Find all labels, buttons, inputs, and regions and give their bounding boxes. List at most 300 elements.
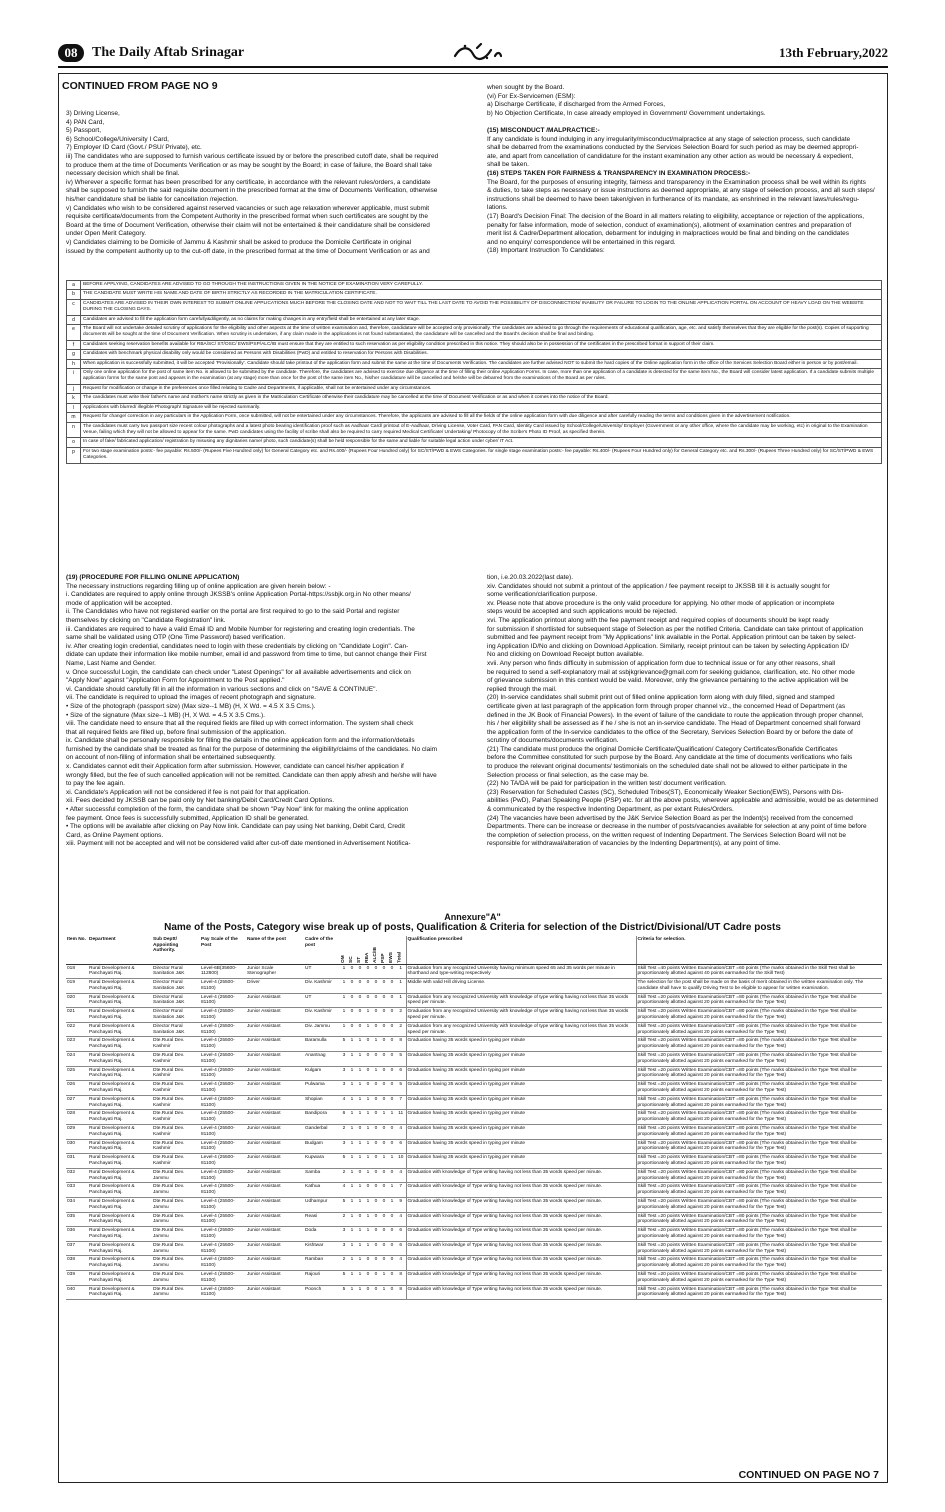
table-cell: 0 <box>348 993 356 1008</box>
table-cell: Rural Development & Panchayati Raj. <box>88 1198 152 1213</box>
table-cell: Rural Development & Panchayati Raj. <box>88 1095 152 1110</box>
table-cell: 8 <box>396 1037 406 1052</box>
text-line: before the Committee constituted for such purpose by the Board. Any candidate at the time of documents verifications who fails <box>487 754 853 762</box>
table-cell: 0 <box>388 1022 396 1037</box>
table-cell: 0 <box>372 964 380 979</box>
instruction-key: l <box>67 403 81 412</box>
table-cell: Skill Test =20 points Written Examination/CBT =80 points (The marks obtained in the Type Test shall be proportionately allotted against 20 points earmarked for the Type Test) <box>636 1037 882 1052</box>
instruction-row <box>67 413 882 422</box>
text-line: Board at the time of Document Verification, otherwise their claim will not be entertained & their candidature shall be considered <box>66 221 430 229</box>
table-cell: 2 <box>340 1256 348 1271</box>
table-cell: Level-4 (25500-81100) <box>200 1066 246 1081</box>
table-cell: 0 <box>364 1081 372 1096</box>
table-cell: Level-4 (25500-81100) <box>200 1008 246 1023</box>
text-line: The Board, for the purposes of ensuring integrity, fairness and transparency in the Examination process shall be well within its rights <box>487 178 866 186</box>
text-line: to produce them at the time of Documents Verification or as may be sought by the Board; in case of failure, the Board shall take <box>66 161 433 169</box>
instruction-text: For two stage examination posts:- fee payable: Rs.500/- (Rupees Five Hundred only) for General Category etc. and Rs.400/- (Rupees Four Hundred only) for SC/ST/PWD & EWS Categories. for single stage examination posts:- fee payable: Rs.400/- (Rupees Four Hundred only) for General Category etc. and Rs.300/- (Rupees Three Hundred only) for SC/ST/PWD & EWS Categories. <box>81 447 882 463</box>
table-cell: 1 <box>364 1212 372 1227</box>
table-cell: 019 <box>66 979 88 994</box>
table-cell: 1 <box>364 1125 372 1140</box>
table-cell: Skill Test =20 points Written Examination/CBT =80 points (The marks obtained in the Type Test shall be proportionately allotted against 20 points earmarked for the Type Test) <box>636 1008 882 1023</box>
instruction-key: j <box>67 384 81 393</box>
text-line: v) Candidates claiming to be Domicile of Jammu & Kashmir shall be asked to produce the Domicile Certificate in original <box>66 238 412 246</box>
text-line: fee payment. Once fees is successfully submitted, Application ID shall be generated. <box>66 814 309 822</box>
text-line: penalty for false information, mode of selection, conduct of examination(s), allotment of examination centres and preparation of <box>487 221 852 229</box>
text-line: Name, Last Name and Gender. <box>66 659 156 667</box>
table-cell: 1 <box>356 1052 364 1067</box>
table-cell: Level-4 (25500-81100) <box>200 1095 246 1110</box>
instruction-key: n <box>67 422 81 438</box>
annexure-header-row <box>66 936 882 964</box>
table-cell: 0 <box>388 1125 396 1140</box>
table-cell: 0 <box>388 1037 396 1052</box>
paper-name: The Daily Aftab Srinagar <box>92 45 245 60</box>
text-line: scrutiny of documents/documents verification. <box>487 737 619 745</box>
table-cell: Level-4 (25500-81100) <box>200 979 246 994</box>
table-cell: Skill Test =20 points Written Examination/CBT =80 points (The marks obtained in the Type Test shall be proportionately allotted against 20 points earmarked for the Type Test) <box>636 1241 882 1256</box>
table-cell: 1 <box>340 1022 348 1037</box>
instruction-text: Candidates are advised to fill the application form carefully&diligently, as no claims for making changes in any entry/field shall be entertained at any later stage. <box>81 315 882 324</box>
table-cell: 3 <box>340 1241 348 1256</box>
table-cell: 0 <box>388 1241 396 1256</box>
table-cell: 9 <box>396 1198 406 1213</box>
table-cell: Skill Test =20 points Written Examination/CBT =80 points (The marks obtained in the Type Test shall be proportionately allotted against 20 points earmarked for the Type Test) <box>636 1168 882 1183</box>
column-header: ST <box>356 936 364 964</box>
text-line: mode of application will be accepted. <box>66 599 173 607</box>
table-cell: Junior Assistant <box>246 1095 304 1110</box>
table-cell: 023 <box>66 1037 88 1052</box>
text-line: • After successful completion of the form, the candidate shall be shown "Pay Now" link for making the online application <box>66 806 409 814</box>
text-line: when sought by the Board. <box>487 84 565 91</box>
instruction-text: THE CANDIDATE MUST WRITE HIS NAME AND DATE OF BIRTH STRICTLY AS RECORDED IN THE MATRICULATION CERTIFICATE. <box>81 290 882 299</box>
table-cell: 0 <box>380 1198 388 1213</box>
table-cell: Rural Development & Panchayati Raj. <box>88 1139 152 1154</box>
table-cell: 0 <box>380 993 388 1008</box>
text-line: the application form of the In-service candidates to the office of the Secretary, Services Selection Board by or before the date of <box>487 728 853 736</box>
text-line: defined in the JK Book of Financial Powers). In the event of failure of the candidate to route the application through proper channel, <box>487 711 864 719</box>
text-line: 7) Employer ID Card (Govt./ PSU/ Private), etc. <box>66 144 202 152</box>
table-cell: 0 <box>356 1168 364 1183</box>
table-cell: 1 <box>388 1183 396 1198</box>
table-cell: 0 <box>380 1212 388 1227</box>
table-cell: 1 <box>356 1198 364 1213</box>
table-cell: Udhampur <box>304 1198 340 1213</box>
text-line: • Size of the signature (Max size--1 MB) (H, X Wd. = 4.5 X 3.5 Cms.). <box>66 711 265 719</box>
table-cell: 0 <box>372 1022 380 1037</box>
table-cell: Rural Development & Panchayati Raj. <box>88 1037 152 1052</box>
annexure-heading: Annexure"A" <box>444 912 501 922</box>
table-cell: 026 <box>66 1081 88 1096</box>
table-cell: 025 <box>66 1066 88 1081</box>
table-cell: 0 <box>388 979 396 994</box>
text-line: 3) Driving License, <box>66 110 120 117</box>
table-cell: Dte.Rural Dev. Kashmir <box>152 1110 200 1125</box>
table-cell: 4 <box>396 1212 406 1227</box>
continued-on-label: CONTINUED ON PAGE NO 7 <box>738 1469 879 1481</box>
table-cell: Driver <box>246 979 304 994</box>
table-cell: 0 <box>388 1052 396 1067</box>
table-cell: Samba <box>304 1168 340 1183</box>
table-cell: 1 <box>396 993 406 1008</box>
table-cell: 0 <box>388 964 396 979</box>
table-cell: 4 <box>396 1125 406 1140</box>
text-line: ate, and apart from cancellation of candidature for the instant examination any other action as would be necessary & expedient, <box>487 152 854 160</box>
table-cell: Kulgam <box>304 1066 340 1081</box>
table-cell: Dte.Rural Dev. Jammu <box>152 1270 200 1285</box>
table-cell: Dte.Rural Dev. Jammu <box>152 1168 200 1183</box>
table-cell: 1 <box>364 1022 372 1037</box>
table-cell: Junior Assistant <box>246 1110 304 1125</box>
text-line: necessary decision which shall be final. <box>66 170 180 178</box>
table-cell: 0 <box>372 1139 380 1154</box>
table-cell: Skill Test =20 points Written Examination/CBT =80 points (The marks obtained in the Type Test shall be proportionately allotted against 20 points earmarked for the Type Test) <box>636 1154 882 1169</box>
table-row <box>66 1198 882 1213</box>
table-cell: Level-4 (25500-81100) <box>200 1052 246 1067</box>
table-cell: 1 <box>348 1139 356 1154</box>
text-line: & duties, to take steps as necessary or issue instructions as deemed appropriate, at any stage of selection process, and all such steps/ <box>487 187 875 195</box>
text-line: issued by the competent authority up to the cut-off date, in the prescribed format at the time of Document Verification or as and <box>66 247 430 255</box>
table-cell: 0 <box>388 1081 396 1096</box>
text-line: 5) Passport, <box>66 127 102 135</box>
text-line: tion, i.e.20.03.2022(last date). <box>487 574 574 581</box>
instruction-key: p <box>67 447 81 463</box>
table-cell: Middle with valid Hill driving License. <box>406 979 636 994</box>
table-cell: 11 <box>396 1110 406 1125</box>
table-cell: 022 <box>66 1022 88 1037</box>
table-cell: Rural Development & Panchayati Raj. <box>88 1008 152 1023</box>
table-cell: Graduation with knowledge of Type writing having not less than 35 words speed per minute. <box>406 1227 636 1242</box>
instruction-row <box>67 394 882 403</box>
top-left-column <box>66 110 476 270</box>
text-line: • The options will be available after clicking on Pay Now link. Candidate can pay using Net banking, Debit Card, Credit <box>66 823 405 831</box>
table-cell: Skill Test =20 points Written Examination/CBT =80 points (The marks obtained in the Type Test shall be proportionately allotted against 20 points earmarked for the Type Test) <box>636 993 882 1008</box>
table-cell: Rural Development & Panchayati Raj. <box>88 1256 152 1271</box>
column-header: ALC/IB <box>372 936 380 964</box>
table-cell: 1 <box>364 1168 372 1183</box>
text-line: abilities (PwD), Pahari Speaking People (PSP) etc. for all the above posts, wherever applicable and admissible, would be as determined <box>487 797 878 805</box>
table-cell: 0 <box>380 1095 388 1110</box>
table-cell: 1 <box>396 979 406 994</box>
table-cell: Div. Jammu <box>304 1022 340 1037</box>
instruction-row <box>67 403 882 412</box>
table-cell: Graduation having 35 words speed in typing per minute <box>406 1125 636 1140</box>
table-cell: 0 <box>372 1227 380 1242</box>
table-cell: 0 <box>356 1212 364 1227</box>
table-cell: 3 <box>340 1081 348 1096</box>
text-line: iii) The candidates who are supposed to furnish various certificate issued by or before the prescribed cutoff date, shall be required <box>66 152 439 160</box>
table-row <box>66 1256 882 1271</box>
table-cell: 033 <box>66 1183 88 1198</box>
table-cell: 0 <box>364 1183 372 1198</box>
table-cell: Dte.Rural Dev. Jammu <box>152 1198 200 1213</box>
text-line: iv) Wherever a specific format has been prescribed for any certificate, in accordance with the relevant rules/orders, a candidate <box>66 178 431 186</box>
table-cell: Level-4 (25500-81100) <box>200 1110 246 1125</box>
table-cell: 5 <box>340 1154 348 1169</box>
table-cell: 1 <box>348 1270 356 1285</box>
table-cell: 0 <box>364 964 372 979</box>
table-cell: Rural Development & Panchayati Raj. <box>88 1066 152 1081</box>
table-cell: Graduation from any recognized University with knowledge of type writing having not less than 35 words speed per minute. <box>406 1022 636 1037</box>
table-cell: Skill Test =20 points Written Examination/CBT =80 points (The marks obtained in the Type Test shall be proportionately allotted against 20 points earmarked for the Type Test) <box>636 1052 882 1067</box>
instruction-row <box>67 384 882 393</box>
table-cell: 3 <box>340 1052 348 1067</box>
table-cell: 040 <box>66 1285 88 1300</box>
table-cell: Ramban <box>304 1256 340 1271</box>
instruction-key: g <box>67 350 81 359</box>
text-line: Card, as Online Payment options. <box>66 831 164 839</box>
table-cell: 0 <box>372 1198 380 1213</box>
table-cell: Junior Assistant <box>246 1022 304 1037</box>
table-cell: 1 <box>356 1066 364 1081</box>
text-line: (17) Board's Decision Final: The decision of the Board in all matters relating to eligibility, acceptance or rejection of the applications, <box>487 212 865 220</box>
instruction-row <box>67 315 882 324</box>
continued-from-label: CONTINUED FROM PAGE NO 9 <box>62 80 218 92</box>
instruction-key: m <box>67 413 81 422</box>
table-cell: 4 <box>396 1168 406 1183</box>
table-row <box>66 1081 882 1096</box>
table-cell: Level-4 (25500-81100) <box>200 1037 246 1052</box>
table-cell: Director Rural Sanitation J&K <box>152 993 200 1008</box>
text-line: (20) In-service candidates shall submit print out of filled online application form along with duly filled, signed and stamped <box>487 694 835 702</box>
table-cell: Poonch <box>304 1285 340 1300</box>
table-cell: Graduation with knowledge of Type writing having not less than 35 words speed per minute. <box>406 1183 636 1198</box>
table-cell: Junior Assistant <box>246 1154 304 1169</box>
table-cell: Graduation having 35 words speed in typing per minute <box>406 1066 636 1081</box>
table-cell: Skill Test =20 points Written Examination/CBT =80 points (The marks obtained in the Type Test shall be proportionately allotted against 20 points earmarked for the Type Test) <box>636 1212 882 1227</box>
table-row <box>66 1183 882 1198</box>
table-row <box>66 1008 882 1023</box>
table-cell: 1 <box>348 1168 356 1183</box>
table-cell: 5 <box>396 1081 406 1096</box>
table-cell: 2 <box>340 1168 348 1183</box>
table-cell: Graduation from any recognized University with knowledge of type writing having not less than 35 words speed per minute. <box>406 993 636 1008</box>
instruction-row <box>67 422 882 438</box>
text-line: didate can update their information like mobile number, email id and password from time to time, but cannot change their First <box>66 651 427 659</box>
table-cell: UT <box>304 964 340 979</box>
instruction-key: k <box>67 394 81 403</box>
table-cell: Level-4 (25500-81100) <box>200 1168 246 1183</box>
table-cell: 1 <box>356 1110 364 1125</box>
top-right-column <box>487 84 882 270</box>
table-cell: Junior Scale Stenographer <box>246 964 304 979</box>
table-cell: 0 <box>388 1066 396 1081</box>
table-cell: Graduation with knowledge of Type writing having not less than 35 words speed per minute. <box>406 1168 636 1183</box>
instruction-text: Request for modification or change in the preferences once filled relating to Cadre and Departments, if applicable, shall not be entertained under any circumstances. <box>81 384 882 393</box>
table-cell: 1 <box>364 1139 372 1154</box>
text-line: (19) (PROCEDURE FOR FILLING ONLINE APPLICATION) <box>66 574 240 581</box>
table-cell: 0 <box>380 1081 388 1096</box>
table-cell: 5 <box>340 1270 348 1285</box>
table-cell: 0 <box>380 1052 388 1067</box>
table-cell: 021 <box>66 1008 88 1023</box>
instruction-text: Candidates with benchmark physical disability only would be considered as Persons with Disabilities (PwD) and entitled to reservation for Persons with Disabilities. <box>81 350 882 359</box>
table-cell: 1 <box>356 1139 364 1154</box>
table-cell: 1 <box>356 1095 364 1110</box>
text-line: some verification/clarification purpose. <box>487 591 598 599</box>
table-cell: 0 <box>356 979 364 994</box>
table-cell: 0 <box>372 993 380 1008</box>
table-cell: 0 <box>356 964 364 979</box>
text-line: & communicated by the respective Indenting Department, as per extant Rules/Orders. <box>487 806 734 814</box>
table-cell: 1 <box>348 1125 356 1140</box>
table-cell: 1 <box>348 1227 356 1242</box>
table-cell: Rural Development & Panchayati Raj. <box>88 1081 152 1096</box>
table-cell: Junior Assistant <box>246 1125 304 1140</box>
table-cell: Level-4 (25500-81100) <box>200 1270 246 1285</box>
table-cell: Level-4 (25500-81100) <box>200 1241 246 1256</box>
table-cell: Level-4 (25500-81100) <box>200 1227 246 1242</box>
table-cell: 0 <box>348 979 356 994</box>
table-cell: Dte.Rural Dev. Kashmir <box>152 1154 200 1169</box>
table-row <box>66 1110 882 1125</box>
table-cell: 0 <box>364 1285 372 1300</box>
table-row <box>66 979 882 994</box>
table-cell: 0 <box>372 1125 380 1140</box>
table-cell: Div. Kashmir <box>304 979 340 994</box>
table-cell: 1 <box>372 1066 380 1081</box>
table-cell: 0 <box>372 1270 380 1285</box>
table-cell: 1 <box>356 1256 364 1271</box>
text-line: "Apply Now" against "Application Form for Appointment to the Post applied." <box>66 677 285 685</box>
table-cell: 0 <box>388 1212 396 1227</box>
table-row <box>66 1037 882 1052</box>
text-line: xii. Fees decided by JKSSB can be paid only by Net banking/Debit Card/Credit Card Options. <box>66 797 335 805</box>
table-cell: Rural Development & Panchayati Raj. <box>88 1241 152 1256</box>
table-cell: Rural Development & Panchayati Raj. <box>88 1052 152 1067</box>
masthead-rule <box>58 66 888 68</box>
table-cell: Rural Development & Panchayati Raj. <box>88 993 152 1008</box>
table-cell: 0 <box>372 1168 380 1183</box>
table-cell: Graduation with knowledge of Type writing having not less than 35 words speed per minute. <box>406 1256 636 1271</box>
text-line: (16) STEPS TAKEN FOR FAIRNESS & TRANSPARENCY IN EXAMINATION PROCESS:- <box>487 169 751 177</box>
text-line: xi. Candidate's Application will not be considered if fee is not paid for that application. <box>66 788 311 796</box>
table-cell: 0 <box>388 1095 396 1110</box>
text-line: and no enquiry/ correspondence will be entertained in this regard. <box>487 238 676 246</box>
table-cell: 036 <box>66 1227 88 1242</box>
instruction-key: a <box>67 281 81 290</box>
table-cell: 0 <box>356 1008 364 1023</box>
text-line: ii. The Candidates who have not registered earlier on the portal are first required to go to the said Portal and register <box>66 608 400 616</box>
table-cell: Level-4 (25500-81100) <box>200 1125 246 1140</box>
table-row <box>66 964 882 979</box>
column-header: Criteria for selection. <box>636 936 882 964</box>
text-line: vi. Candidate should carefully fill in all the information in various sections and click on "SAVE & CONTINUE". <box>66 685 378 693</box>
text-line: The necessary instructions regarding filling up of online application are given herein below: - <box>66 582 331 590</box>
procedure-column <box>66 574 476 904</box>
text-line: Departments. There can be increase or decrease in the number of posts/vacancies available for selection at any point of time before <box>487 823 867 831</box>
table-cell: Director Rural Sanitation J&K <box>152 964 200 979</box>
table-cell: Rural Development & Panchayati Raj. <box>88 1183 152 1198</box>
masthead <box>58 44 888 64</box>
table-cell: 018 <box>66 964 88 979</box>
table-cell: 1 <box>396 964 406 979</box>
instruction-key: f <box>67 340 81 349</box>
table-cell: 1 <box>356 1037 364 1052</box>
table-cell: Dte.Rural Dev. Kashmir <box>152 1081 200 1096</box>
table-cell: 5 <box>340 1285 348 1300</box>
table-cell: 0 <box>356 993 364 1008</box>
table-cell: 1 <box>364 1095 372 1110</box>
table-cell: Director Rural Sanitation J&K <box>152 1008 200 1023</box>
table-cell: 1 <box>348 1095 356 1110</box>
table-cell: 0 <box>364 1256 372 1271</box>
table-cell: 5 <box>340 1198 348 1213</box>
table-cell: Junior Assistant <box>246 1081 304 1096</box>
table-cell: Kupwara <box>304 1154 340 1169</box>
table-row <box>66 1241 882 1256</box>
instruction-text: CANDIDATES ARE ADVISED IN THEIR OWN INTEREST TO SUBMIT ONLINE APPLICATIONS MUCH BEFORE THE CLOSING DATE AND NOT TO WAIT TILL THE LAST DATE TO AVOID THE POSSIBILITY OF DISCONNECTION/ INABILITY OR FAILURE TO LOGIN TO THE ONLINE APPLICATION PORTAL ON ACCOUNT OF HEAVY LOAD ON THE WEBSITE DURING THE CLOSING DAYS. <box>81 299 882 315</box>
table-cell: 1 <box>340 964 348 979</box>
table-cell: Level-4 (25500-81100) <box>200 1081 246 1096</box>
table-cell: 6 <box>396 1066 406 1081</box>
table-cell: 1 <box>388 1198 396 1213</box>
column-header: Item No. <box>66 936 88 964</box>
text-line: instructions shall be deemed to have been taken/given in furtherance of its mandate, as enshrined in the relevant laws/rules/regu- <box>487 195 860 203</box>
table-cell: 0 <box>380 1022 388 1037</box>
instruction-key: h <box>67 359 81 368</box>
column-header: Cadre of the post <box>304 936 340 964</box>
table-cell: Junior Assistant <box>246 1139 304 1154</box>
text-line: (vi) For Ex-Servicemen (ESM): <box>487 92 576 100</box>
text-line: xiv. Candidates should not submit a printout of the application / fee payment receipt to JKSSB till it is actually sought for <box>487 582 830 590</box>
table-cell: 6 <box>340 1110 348 1125</box>
text-line: steps would be accepted and such applications would be rejected. <box>487 608 678 616</box>
table-cell: 032 <box>66 1168 88 1183</box>
table-cell: 2 <box>340 1125 348 1140</box>
table-row <box>66 1139 882 1154</box>
text-line: If any candidate is found indulging in any irregularity/misconduct/malpractice at any stage of selection process, such candidate <box>487 135 851 143</box>
table-cell: 0 <box>364 993 372 1008</box>
instruction-row <box>67 350 882 359</box>
text-line: b) No Objection Certificate, In case already employed in Government/ Government undertakings. <box>487 109 766 117</box>
table-cell: 1 <box>356 1241 364 1256</box>
table-cell: 1 <box>348 1256 356 1271</box>
table-cell: Rural Development & Panchayati Raj. <box>88 1154 152 1169</box>
instruction-key: d <box>67 315 81 324</box>
table-cell: UT <box>304 993 340 1008</box>
table-cell: 5 <box>396 1052 406 1067</box>
table-cell: Graduation with knowledge of Type writing having not less than 35 words speed per minute. <box>406 1241 636 1256</box>
table-cell: Rural Development & Panchayati Raj. <box>88 1125 152 1140</box>
text-line: shall be debarred from the examinations conducted by the Services Selection Board for such period as may be deemed appropri- <box>487 144 859 152</box>
table-cell: 0 <box>380 1037 388 1052</box>
instruction-row <box>67 340 882 349</box>
table-cell: 0 <box>388 1270 396 1285</box>
instruction-key: b <box>67 290 81 299</box>
table-cell: 0 <box>364 979 372 994</box>
table-cell: Skill Test =20 points Written Examination/CBT =80 points (The marks obtained in the Type Test shall be proportionately allotted against 20 points earmarked for the Type Test) <box>636 1270 882 1285</box>
table-cell: 1 <box>356 1270 364 1285</box>
table-cell: 1 <box>348 1066 356 1081</box>
table-cell: 0 <box>388 993 396 1008</box>
text-line: his/her candidature shall be liable for cancellation /rejection. <box>66 195 238 203</box>
table-cell: 0 <box>388 1168 396 1183</box>
table-cell: Graduation having 35 words speed in typing per minute <box>406 1037 636 1052</box>
table-cell: Skill Test =20 points Written Examination/CBT =80 points (The marks obtained in the Type Test shall be proportionately allotted against 20 points earmarked for the Type Test) <box>636 1285 882 1300</box>
instruction-text: The candidates must carry two passport size recent colour photographs and a latest photo bearing identification proof such as Aadhaar Card/ printout of E-Aadhaar, Driving License, Voter Card, PAN Card, Identity Card issued by School/College/University/ Employer (Government or any other office, where the candidate may be working, etc) in original to the Examination Venue, failing which they will not be allowed to appear for the same. PwD candidates using the facility of scribe shall also be required to carry required Medical Certificate/ Undertaking/ Photocopy of the Scribe's Photo ID Proof, as specified therein. <box>81 422 882 438</box>
table-cell: Ganderbal <box>304 1125 340 1140</box>
table-row <box>66 1066 882 1081</box>
table-cell: 1 <box>356 1154 364 1169</box>
text-line: iii. Candidates are required to have a valid Email ID and Mobile Number for registering and creating login credentials. The <box>66 625 415 633</box>
annexure-table <box>66 936 882 1300</box>
table-cell: Budgam <box>304 1139 340 1154</box>
table-cell: 4 <box>340 1095 348 1110</box>
table-cell: 0 <box>380 1066 388 1081</box>
table-cell: 1 <box>348 1285 356 1300</box>
text-line: • Size of the photograph (passport size) (Max size--1 MB) (H, X Wd. = 4.5 X 3.5 Cms.). <box>66 702 316 710</box>
table-cell: Anantnag <box>304 1052 340 1067</box>
